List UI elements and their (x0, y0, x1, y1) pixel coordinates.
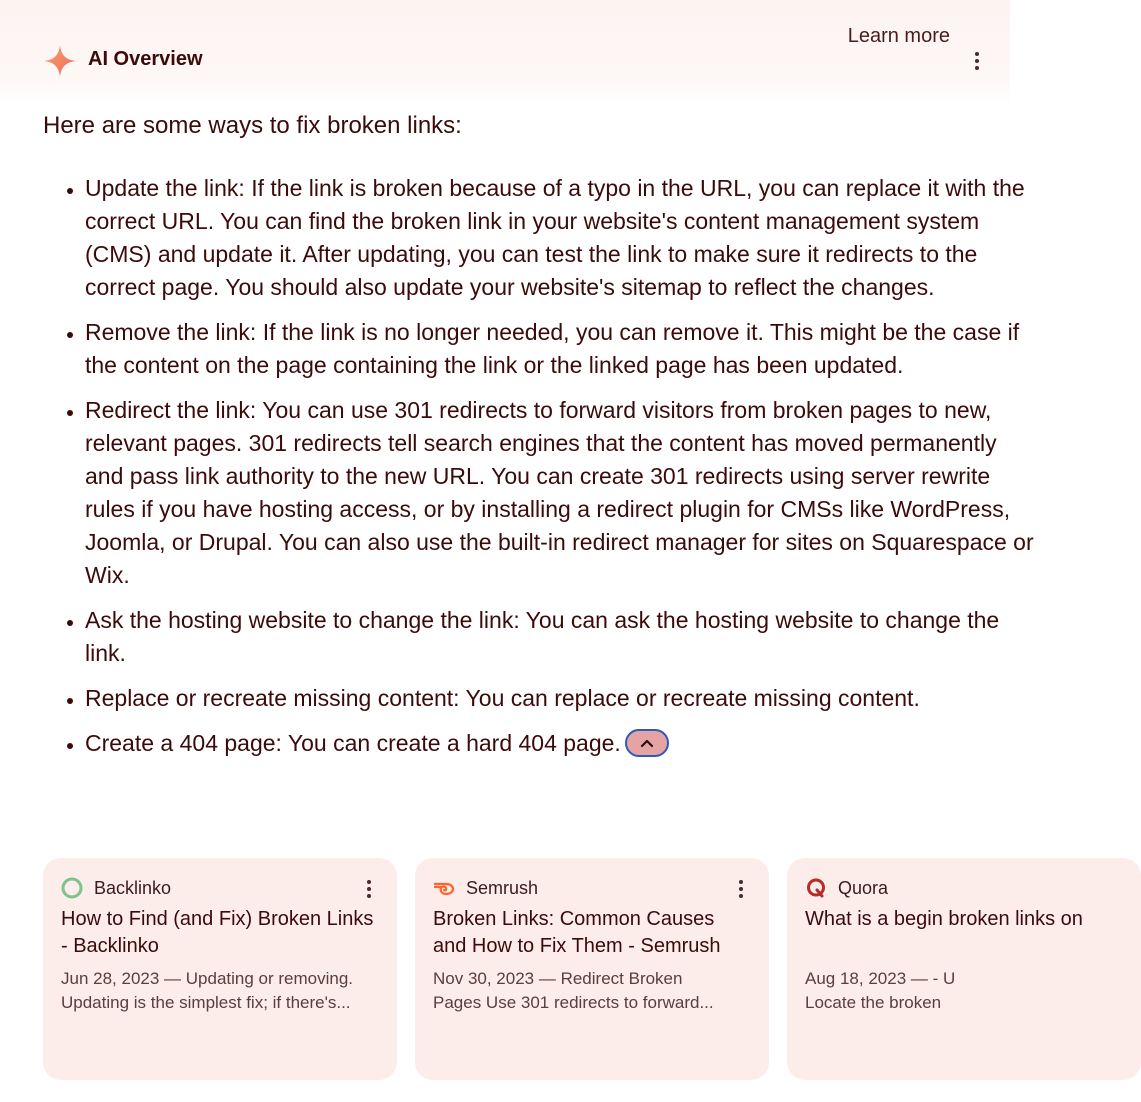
card-options-icon[interactable] (367, 880, 373, 901)
semrush-flame-icon (433, 877, 455, 899)
list-item (85, 316, 1035, 382)
ai-overview-title: AI Overview (88, 48, 203, 70)
list-item (85, 604, 1035, 670)
quora-q-icon (805, 877, 827, 899)
list-item (85, 682, 1035, 715)
snippet-line: Nov 30, 2023 — Redirect Broken (433, 969, 683, 988)
source-card-backlinko[interactable] (43, 858, 397, 1080)
list-item-text: Create a 404 page: You can create a hard 404 page. (85, 730, 621, 756)
source-name: Quora (838, 878, 889, 898)
list-item-text: Remove the link: If the link is no longer needed, you can remove it. This might be the case if the content on the page containing the link or the linked page has been updated. (85, 319, 1020, 378)
list-item-text: Redirect the link: You can use 301 redirects to forward visitors from broken pages to new, relevant pages. 301 redirects tell search engines that the content has moved permanently and pass link authority to the new URL. You can create 301 redirects using server rewrite rules if you have hosting access, or by installing a redirect plugin for CMSs like WordPress, Joomla, or Drupal. You can also use the built-in redirect manager for sites on Squarespace or Wix. (85, 397, 1034, 588)
overview-intro: Here are some ways to fix broken links: (43, 112, 462, 139)
card-options-icon[interactable] (739, 880, 745, 901)
source-cards (43, 858, 1083, 1082)
snippet-line: Updating is the simplest fix; if there's... (61, 993, 351, 1012)
snippet-line: Locate the broken (805, 993, 942, 1012)
list-item-text: Replace or recreate missing content: You can replace or recreate missing content. (85, 685, 920, 711)
source-snippet (805, 967, 1127, 1015)
source-card-quora[interactable] (787, 858, 1141, 1080)
chevron-up-icon (640, 738, 654, 748)
more-options-icon[interactable] (970, 52, 984, 74)
source-name: Semrush (466, 878, 539, 898)
source-snippet (433, 967, 755, 1015)
source-name: Backlinko (94, 878, 172, 898)
ai-sparkle-icon (43, 44, 77, 78)
snippet-line: Jun 28, 2023 — Updating or removing. (61, 969, 354, 988)
collapse-sources-button[interactable] (625, 729, 669, 757)
fix-methods-list (43, 172, 1035, 772)
list-item (85, 727, 1035, 760)
source-title[interactable]: Broken Links: Common Causes and How to Fix Them - Semrush (433, 908, 721, 957)
source-title[interactable]: What is a begin broken links on (805, 908, 1083, 930)
list-item-text: Ask the hosting website to change the link: You can ask the hosting website to change the link. (85, 607, 1000, 666)
source-card-semrush[interactable] (415, 858, 769, 1080)
list-item-text: Update the link: If the link is broken because of a typo in the URL, you can replace it with the correct URL. You can find the broken link in your website's content management system (CMS) and update it. After updating, you can test the link to make sure it redirects to the correct page. You should also update your website's sitemap to reflect the changes. (85, 175, 1025, 300)
list-item (85, 172, 1035, 304)
source-title[interactable]: How to Find (and Fix) Broken Links - Backlinko (61, 908, 374, 957)
backlinko-ring-icon (61, 877, 83, 899)
learn-more-link[interactable]: Learn more (847, 25, 950, 47)
list-item (85, 394, 1035, 592)
source-snippet (61, 967, 383, 1015)
snippet-line: Pages Use 301 redirects to forward... (433, 993, 714, 1012)
snippet-line: Aug 18, 2023 — - U (805, 969, 956, 988)
